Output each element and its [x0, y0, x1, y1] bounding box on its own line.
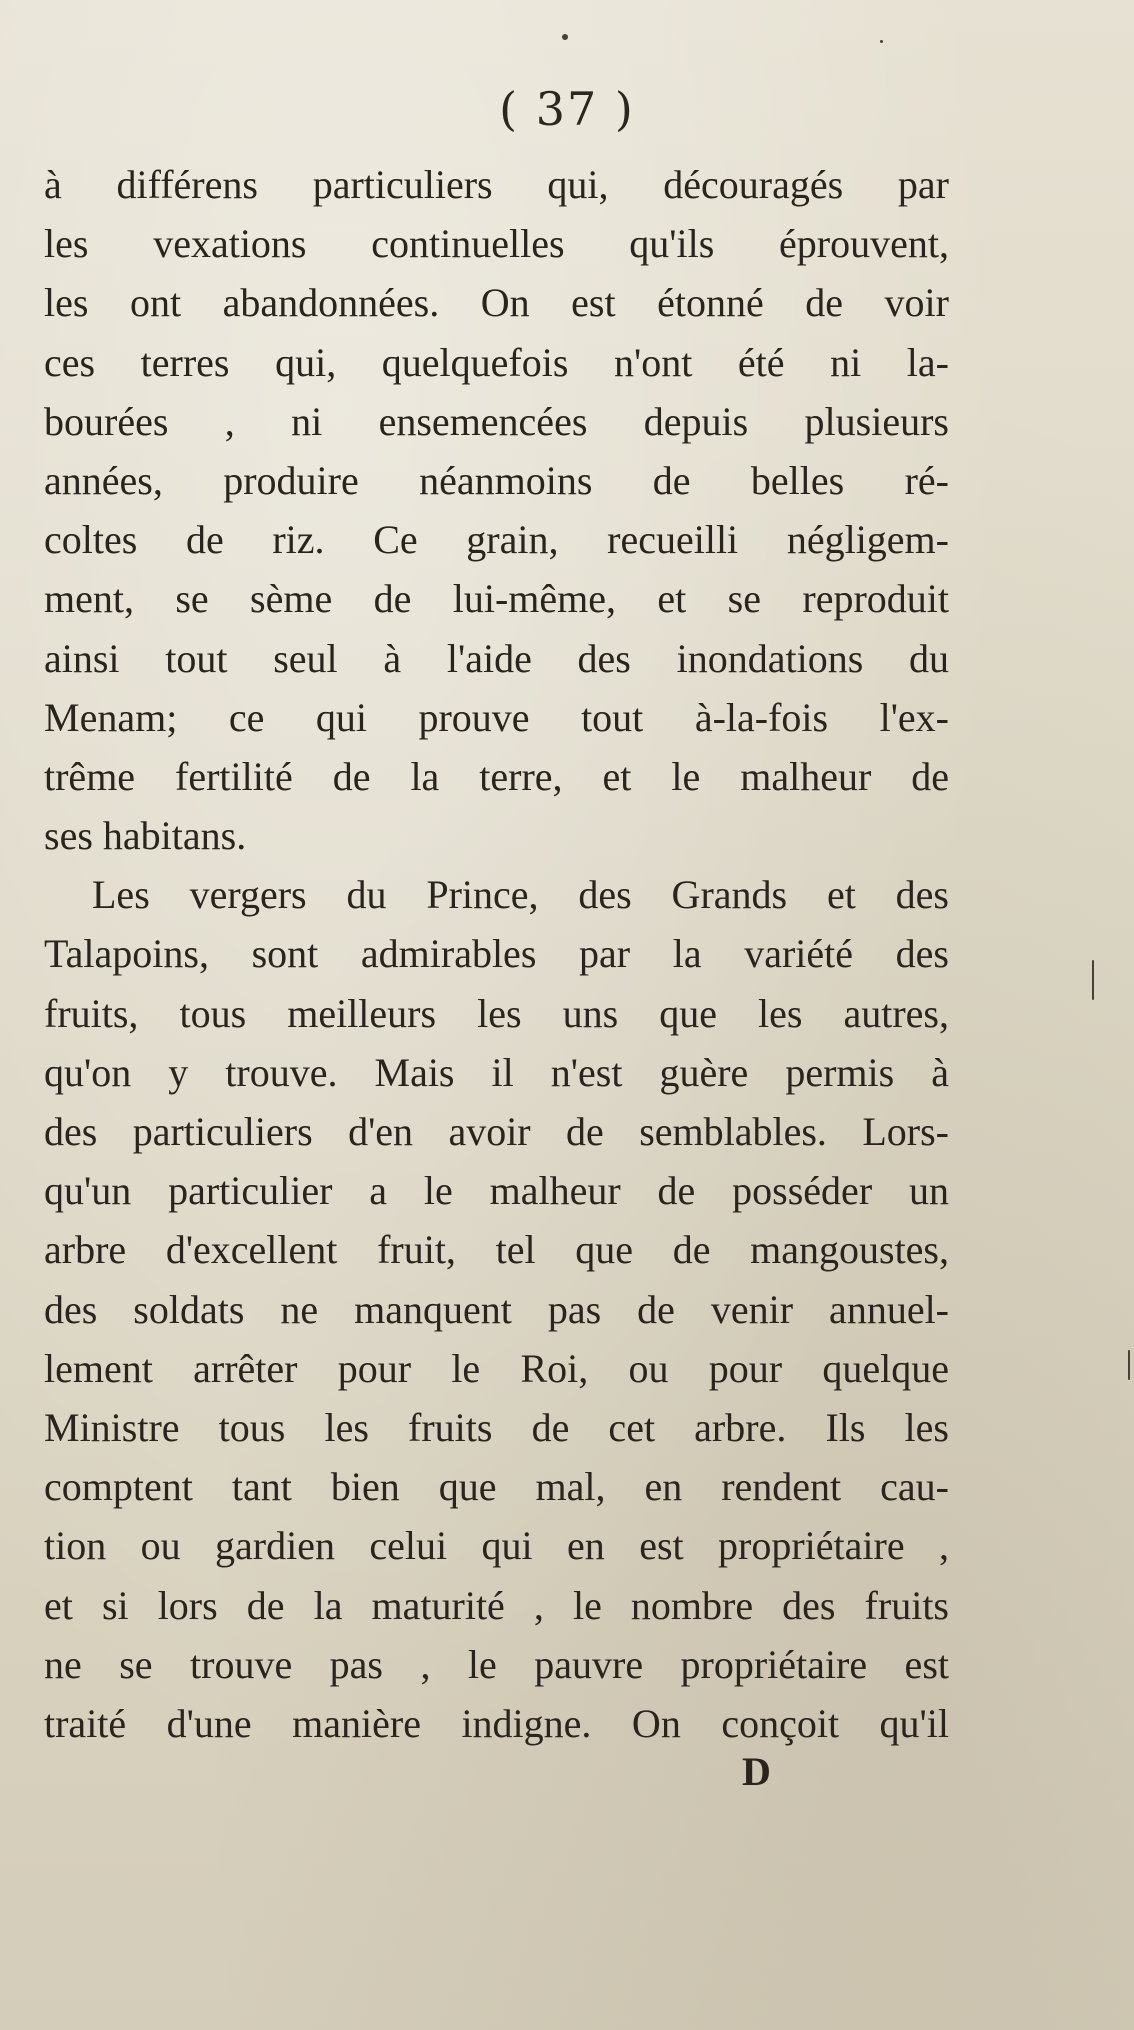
text-line: Ministre tous les fruits de cet arbre. Ils les [44, 1404, 949, 1450]
text-line: les vexations continuelles qu'ils éprouvent, [44, 221, 949, 267]
text-line: ainsi tout seul à l'aide des inondations du [44, 635, 949, 681]
text-line: coltes de riz. Ce grain, recueilli négligem- [44, 517, 949, 563]
text-line: tion ou gardien celui qui en est propriétaire , [44, 1523, 949, 1569]
text-line: fruits, tous meilleurs les uns que les autres, [44, 990, 949, 1036]
paragraph-first-line: Les vergers du Prince, des Grands et des [92, 872, 949, 918]
text-line: ces terres qui, quelquefois n'ont été ni la- [44, 339, 949, 385]
text-line: années, produire néanmoins de belles ré- [44, 457, 949, 503]
text-line: qu'on y trouve. Mais il n'est guère permis à [44, 1049, 949, 1095]
text-line: à différens particuliers qui, découragés par [44, 162, 949, 207]
text-line: trême fertilité de la terre, et le malheur de [44, 753, 949, 799]
text-line: et si lors de la maturité , le nombre des fruits [44, 1582, 949, 1628]
text-line: qu'un particulier a le malheur de posséder un [44, 1168, 949, 1214]
text-line: arbre d'excellent fruit, tel que de mangoustes, [44, 1227, 949, 1273]
text-line: lement arrêter pour le Roi, ou pour quelque [44, 1345, 949, 1391]
paragraph-last-line: ses habitans. [44, 813, 247, 859]
text-line: comptent tant bien que mal, en rendent cau- [44, 1464, 949, 1510]
body-text [44, 155, 949, 1753]
text-line: traité d'une manière indigne. On conçoit qu'il [44, 1700, 949, 1746]
text-line: Menam; ce qui prouve tout à-la-fois l'ex- [44, 694, 949, 740]
text-line: des soldats ne manquent pas de venir annuel- [44, 1286, 949, 1332]
page-number: ( 37 ) [499, 82, 635, 136]
signature-mark: D [742, 1749, 771, 1794]
text-line: les ont abandonnées. On est étonné de voir [44, 280, 949, 326]
text-line: bourées , ni ensemencées depuis plusieurs [44, 398, 949, 444]
text-line: ne se trouve pas , le pauvre propriétaire est [44, 1641, 949, 1687]
text-line: des particuliers d'en avoir de semblables. Lors- [44, 1109, 949, 1154]
text-line: Talapoins, sont admirables par la variété des [44, 931, 949, 977]
text-line: ment, se sème de lui-même, et se reproduit [44, 576, 949, 622]
